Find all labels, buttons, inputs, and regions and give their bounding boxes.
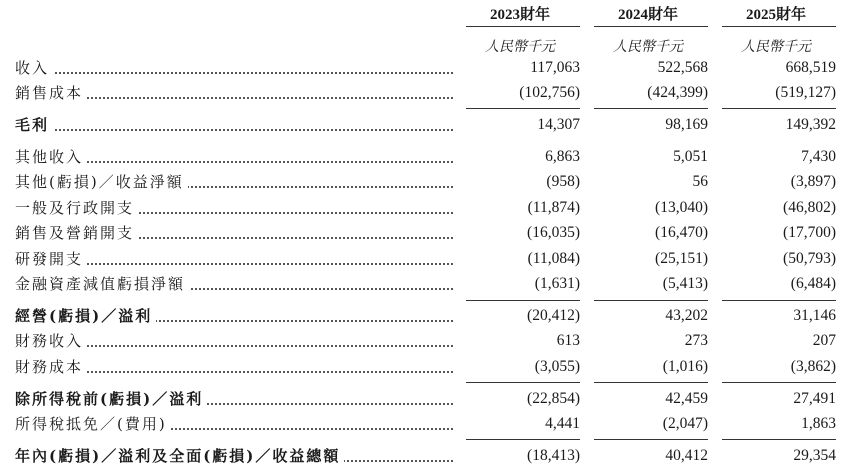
year-header-2023: 2023財年 [489,7,550,23]
subtotal-rule [722,439,836,440]
cell-value-2023: 613 [556,332,580,349]
table-row [0,444,859,468]
row-label [15,221,453,245]
row-label [15,304,453,328]
row-label [15,145,453,169]
row-label [15,329,453,353]
year-header-2024: 2024財年 [617,7,678,23]
row-label-text: 經營(虧損)／溢利 [15,307,156,325]
row-label-text: 金融資產減值虧損淨額 [15,275,189,293]
table-row [0,387,859,411]
cell-value-2025: 7,430 [801,148,836,165]
unit-label-2023: 人民幣千元 [485,39,555,55]
cell-value-2024: (2,047) [662,415,708,432]
dot-leader [15,129,453,131]
table-row [0,304,859,328]
subtotal-rule [466,439,580,440]
cell-value-2023: (16,035) [527,224,580,241]
cell-value-2024: (13,040) [655,199,708,216]
row-label [15,247,453,271]
row-label [15,56,453,80]
subtotal-rule [466,382,580,383]
cell-value-2023: (3,055) [534,358,580,375]
row-label-text: 銷售及營銷開支 [15,224,138,242]
header-underline [594,26,708,27]
row-label-text: 其他收入 [15,148,87,166]
cell-value-2023: (20,412) [527,307,580,324]
table-row [0,355,859,379]
cell-value-2024: (424,399) [647,84,708,101]
row-label-text: 其他(虧損)／收益淨額 [15,173,188,191]
row-label [15,412,453,436]
cell-value-2025: 29,354 [793,447,836,464]
table-row [0,412,859,436]
cell-value-2024: (1,016) [662,358,708,375]
row-label-text: 一般及行政開支 [15,199,138,217]
cell-value-2025: (6,484) [790,275,836,292]
subtotal-rule [594,108,708,109]
subtotal-rule [466,108,580,109]
cell-value-2025: (519,127) [775,84,836,101]
table-row [0,247,859,271]
row-label [15,444,453,468]
table-row [0,81,859,105]
cell-value-2025: 1,863 [801,415,836,432]
row-label-text: 所得稅抵免／(費用) [15,415,171,433]
row-label-text: 年內(虧損)／溢利及全面(虧損)／收益總額 [15,447,344,465]
table-row [0,113,859,137]
table-row [0,170,859,194]
cell-value-2023: (11,874) [527,199,580,216]
row-label [15,113,453,137]
cell-value-2023: 14,307 [537,116,580,133]
cell-value-2023: 117,063 [530,59,580,76]
subtotal-rule [722,382,836,383]
subtotal-rule [722,108,836,109]
cell-value-2024: 98,169 [665,116,708,133]
cell-value-2023: 4,441 [545,415,580,432]
cell-value-2025: (3,897) [790,173,836,190]
cell-value-2025: 27,491 [793,390,836,407]
subtotal-rule [466,300,580,301]
cell-value-2023: (102,756) [519,84,580,101]
cell-value-2024: 522,568 [657,59,708,76]
cell-value-2025: 668,519 [785,59,836,76]
cell-value-2023: (11,084) [527,250,580,267]
cell-value-2023: (18,413) [527,447,580,464]
cell-value-2025: (17,700) [783,224,836,241]
year-header-2025: 2025財年 [745,7,806,23]
cell-value-2025: 31,146 [793,307,836,324]
cell-value-2025: 207 [812,332,836,349]
header-underline [466,26,580,27]
cell-value-2025: 149,392 [785,116,836,133]
cell-value-2024: 42,459 [665,390,708,407]
table-row [0,329,859,353]
row-label-text: 銷售成本 [15,84,87,102]
table-row [0,272,859,296]
cell-value-2024: 56 [692,173,708,190]
table-row [0,221,859,245]
subtotal-rule [594,382,708,383]
cell-value-2024: 5,051 [673,148,708,165]
cell-value-2023: (22,854) [527,390,580,407]
cell-value-2025: (46,802) [783,199,836,216]
cell-value-2024: (5,413) [662,275,708,292]
row-label-text: 財務成本 [15,358,87,376]
dot-leader [15,72,453,74]
subtotal-rule [594,439,708,440]
cell-value-2025: (3,862) [790,358,836,375]
table-row [0,145,859,169]
cell-value-2023: 6,863 [545,148,580,165]
table-row [0,196,859,220]
row-label-text: 財務收入 [15,332,87,350]
cell-value-2024: (16,470) [655,224,708,241]
row-label [15,196,453,220]
cell-value-2023: (958) [546,173,580,190]
row-label [15,355,453,379]
subtotal-rule [594,300,708,301]
table-row [0,56,859,80]
cell-value-2025: (50,793) [783,250,836,267]
row-label [15,170,453,194]
cell-value-2024: 43,202 [665,307,708,324]
cell-value-2024: 273 [684,332,708,349]
row-label-text: 收入 [15,59,53,77]
unit-label-2024: 人民幣千元 [613,39,683,55]
row-label-text: 毛利 [15,116,53,134]
row-label [15,81,453,105]
row-label-text: 除所得稅前(虧損)／溢利 [15,390,207,408]
header-underline [722,26,836,27]
unit-label-2025: 人民幣千元 [741,39,811,55]
row-label [15,272,453,296]
subtotal-rule [722,300,836,301]
cell-value-2023: (1,631) [534,275,580,292]
cell-value-2024: 40,412 [665,447,708,464]
cell-value-2024: (25,151) [655,250,708,267]
row-label [15,387,453,411]
row-label-text: 研發開支 [15,250,87,268]
